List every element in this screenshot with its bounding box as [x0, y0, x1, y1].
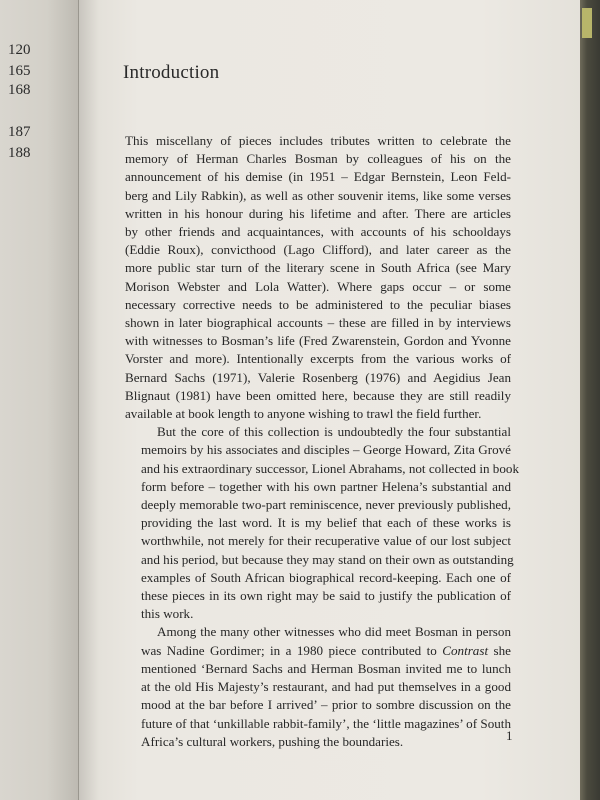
text-line: Morison Webster and Lola Watter). Where gaps occur – or some [125, 278, 511, 294]
text-line: shown in later biographical accounts – these are filled in by interviews [125, 315, 511, 331]
text-line: and his period, but because they may stand on their own as outstanding [141, 551, 514, 567]
text-line: with witnesses to Bosman’s life (Fred Zwarenstein, Gordon and Yvonne [125, 333, 511, 349]
previous-page [0, 0, 78, 800]
text-line: these pieces in its own right may be said to justify the publication of [141, 588, 511, 604]
page-number: 1 [506, 728, 513, 743]
bookmark-tab [582, 8, 592, 38]
book-edge [580, 0, 600, 800]
text-line: memoirs by his associates and disciples – George Howard, Zita Grové [141, 442, 511, 458]
text-line: available at book length to anyone wishing to trawl the field further. [125, 406, 482, 422]
book-page [78, 0, 581, 800]
paragraph [125, 623, 511, 750]
text-line: at the old His Majesty’s restaurant, and had put themselves in a good [141, 679, 511, 695]
text-line: This miscellany of pieces includes tributes written to celebrate the [125, 133, 511, 148]
paragraph [125, 132, 511, 423]
text-line: worthwhile, not merely for their recuperative value of our lost subject [141, 533, 511, 549]
page-reference-number: 120 [8, 42, 31, 58]
text-line: necessary corrective needs to be administered to the peculiar biases [125, 296, 511, 312]
text-line: this work. [141, 606, 194, 622]
text-line: memory of Herman Charles Bosman by colleagues of his on the [125, 151, 511, 167]
text-line: future of that ‘unkillable rabbit-family’, the ‘little magazines’ of South [141, 715, 511, 731]
text-line: (Eddie Roux), convicthood (Lago Clifford), and later career as the [125, 242, 511, 258]
text-line: examples of South African biographical record-keeping. Each one of [141, 569, 511, 585]
page-reference-number: 168 [8, 82, 31, 98]
page-reference-number: 187 [8, 124, 31, 140]
page-reference-number: 165 [8, 63, 31, 79]
text-line: But the core of this collection is undoubtedly the four substantial [157, 424, 511, 440]
text-line: providing the last word. It is my belief that each of these works is [141, 515, 511, 531]
text-line: mentioned ‘Bernard Sachs and Herman Bosman invited me to lunch [141, 660, 511, 676]
text-line: Blignaut (1981) have been omitted here, because they are still readily [125, 387, 511, 403]
text-line: mood at the bar before I arrived’ – prior to sombre discussion on the [141, 697, 511, 713]
text-line: Among the many other witnesses who did meet Bosman in person [157, 624, 511, 640]
page-title: Introduction [123, 62, 220, 83]
text-line: deeply memorable two-part reminiscence, never previously published, [141, 497, 511, 513]
text-line: and his extraordinary successor, Lionel Abrahams, not collected in book [141, 460, 519, 476]
paragraph [125, 423, 519, 623]
page-reference-number: 188 [8, 145, 31, 161]
text-line: written in his honour during his lifetime and after. There are articles [125, 205, 511, 221]
text-line: Bernard Sachs (1971), Valerie Rosenberg (1976) and Aegidius Jean [125, 369, 511, 385]
magazine-title: Contrast [442, 642, 489, 658]
text-line: berg and Lily Rabkin), as well as other souvenir items, like some verses [125, 187, 511, 203]
text-line: form before – together with his own partner Helena’s substantial and [141, 478, 511, 494]
text-line: was Nadine Gordimer; in a 1980 piece contributed to Contrast she [141, 642, 511, 658]
text-line: more public star turn of the literary scene in South Africa (see Mary [125, 260, 511, 276]
body-text [125, 132, 519, 751]
text-line: announcement of his demise (in 1951 – Edgar Bernstein, Leon Feld- [125, 169, 511, 185]
text-line: Vorster and more). Intentionally excerpts from the various works of [125, 351, 511, 367]
text-line: by other friends and acquaintances, with accounts of his schooldays [125, 224, 511, 240]
text-line: Africa’s cultural workers, pushing the boundaries. [141, 733, 404, 749]
